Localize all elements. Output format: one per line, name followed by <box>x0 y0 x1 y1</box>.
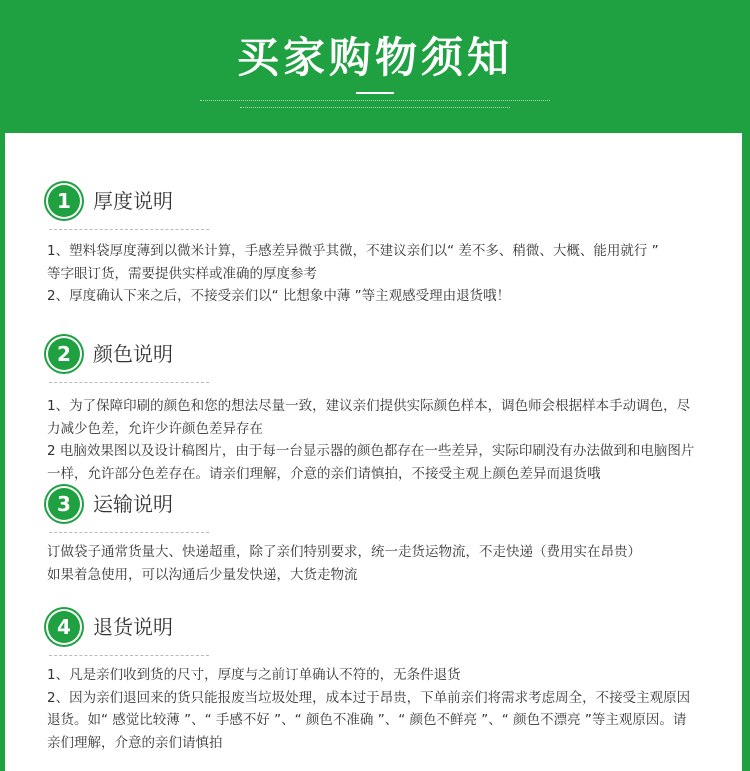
number-badge: 1 <box>48 185 80 217</box>
divider <box>49 229 209 230</box>
content-panel <box>5 133 742 771</box>
body-line: 1、凡是亲们收到货的尺寸，厚度与之前订单确认不符的，无条件退货 <box>47 667 461 683</box>
body-line: 一样，允许部分色差存在。请亲们理解，介意的亲们请慎拍，不接受主观上颜色差异而退货哦 <box>47 465 601 482</box>
number-badge: 3 <box>48 488 80 520</box>
body-line: 2、因为亲们退回来的货只能报废当垃圾处理，成本过于昂贵，下单前亲们将需求考虑周全，不接受主观原因 <box>47 689 691 706</box>
section-body <box>47 664 723 754</box>
divider <box>49 655 209 656</box>
header-banner <box>0 0 750 130</box>
title-underline <box>356 92 394 94</box>
body-line: 2 电脑效果图以及设计稿图片，由于每一台显示器的颜色都存在一些差异，实际印刷没有办法做到和电脑图片 <box>47 443 695 459</box>
body-line: 退货。如“ 感觉比较薄 ”、“ 手感不好 ”、“ 颜色不准确 ”、“ 颜色不鲜亮 ”、“ 颜色不漂亮 ”等主观原因。请 <box>47 712 687 728</box>
body-line: 订做袋子通常货量大、快递超重，除了亲们特别要求，统一走货运物流，不走快递（费用实在昂贵） <box>47 544 641 560</box>
number-badge: 4 <box>48 611 80 643</box>
divider <box>49 382 209 383</box>
section-title: 颜色说明 <box>93 342 173 366</box>
body-line: 力减少色差，允许少许颜色差异存在 <box>47 420 263 437</box>
number-badge: 2 <box>48 338 80 370</box>
section-body <box>47 395 723 485</box>
divider <box>49 532 209 533</box>
body-line: 1、为了保障印刷的颜色和您的想法尽量一致，建议亲们提供实际颜色样本，调色师会根据样本手动调色，尽 <box>47 398 691 414</box>
body-line: 如果着急使用，可以沟通后少量发快递，大货走物流 <box>47 566 358 583</box>
page-title: 买家购物须知 <box>236 33 513 82</box>
header-tiny-line-1 <box>200 100 550 104</box>
body-line: 2、厚度确认下来之后，不接受亲们以“ 比想象中薄 ”等主观感受理由退货哦！ <box>47 288 511 304</box>
section-body <box>47 541 723 586</box>
section-body <box>47 240 723 308</box>
body-line: 等字眼订货，需要提供实样或准确的厚度参考 <box>47 265 317 282</box>
section-title: 运输说明 <box>93 492 173 516</box>
body-line: 亲们理解，介意的亲们请慎拍 <box>47 734 223 751</box>
section-title: 退货说明 <box>93 615 173 639</box>
body-line: 1、塑料袋厚度薄到以微米计算，手感差异微乎其微，不建议亲们以“ 差不多、稍微、大概、能用就行 ” <box>47 243 659 259</box>
section-title: 厚度说明 <box>93 189 173 213</box>
header-tiny-line-2 <box>240 107 510 111</box>
